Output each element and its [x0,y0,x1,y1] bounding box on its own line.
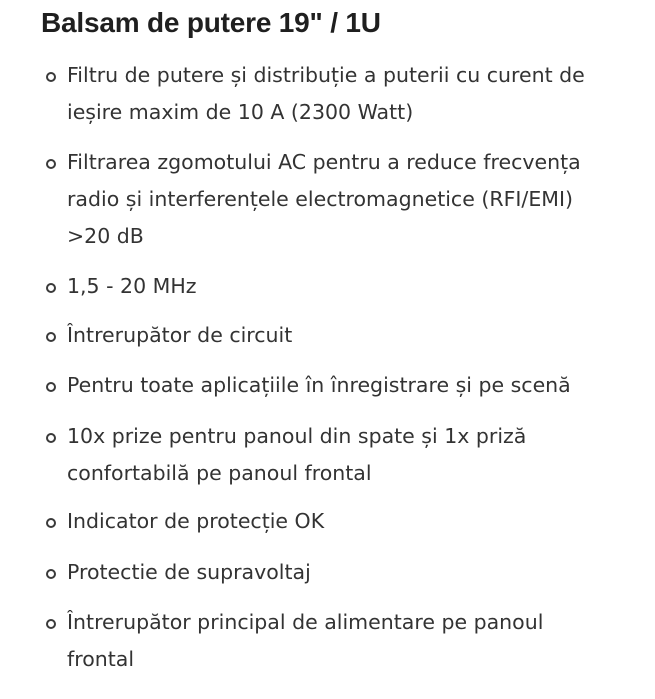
bullet-icon [46,619,56,629]
feature-line: ieșire maxim de 10 A (2300 Watt) [67,100,414,124]
feature-line: confortabilă pe panoul frontal [67,461,372,485]
bullet-icon [46,382,56,392]
bullet-icon [46,433,56,443]
feature-line: Indicator de protecție OK [67,509,325,533]
feature-text [67,268,627,305]
feature-line: 1,5 - 20 MHz [67,274,197,298]
bullet-icon [46,332,56,342]
feature-line: >20 dB [67,224,144,248]
feature-text [67,57,627,131]
feature-text [67,144,627,255]
feature-line: frontal [67,647,135,671]
feature-text [67,317,627,354]
feature-text [67,503,627,540]
bullet-icon [46,159,56,169]
feature-line: Filtrarea zgomotului AC pentru a reduce frecvența [67,150,581,174]
feature-text [67,604,627,678]
feature-line: Pentru toate aplicațiile în înregistrare și pe scenă [67,373,571,397]
feature-text [67,418,627,492]
bullet-icon [46,569,56,579]
feature-line: Întrerupător principal de alimentare pe panoul [67,610,544,634]
page-title: Balsam de putere 19" / 1U [41,7,381,38]
feature-line: Întrerupător de circuit [67,323,293,347]
feature-line: Filtru de putere și distribuție a puterii cu curent de [67,63,585,87]
bullet-icon [46,518,56,528]
feature-text [67,554,627,591]
feature-line: 10x prize pentru panoul din spate și 1x priză [67,424,527,448]
feature-line: radio și interferențele electromagnetice (RFI/EMI) [67,187,574,211]
bullet-icon [46,283,56,293]
feature-line: Protectie de supravoltaj [67,560,311,584]
bullet-icon [46,72,56,82]
feature-text [67,367,627,404]
